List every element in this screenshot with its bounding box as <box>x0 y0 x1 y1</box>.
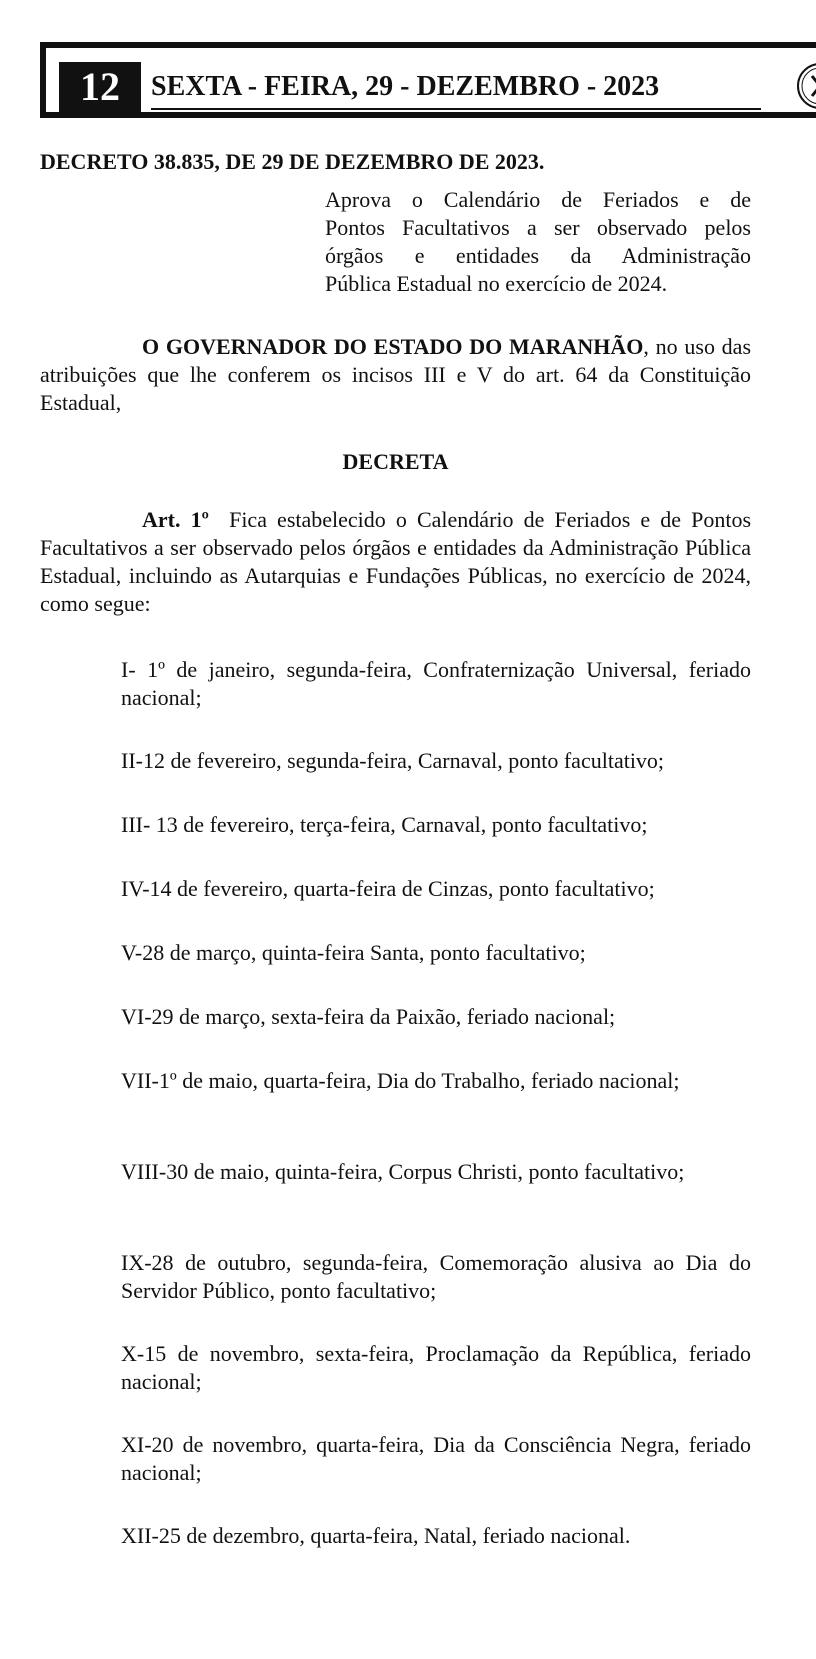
list-item: X-15 de novembro, sexta-feira, Proclamação da República, feriado nacional; <box>121 1341 751 1394</box>
header-inner <box>46 48 816 112</box>
ementa-line: Pontos Facultativos a ser observado pelos <box>325 215 751 240</box>
governor-heading: O GOVERNADOR DO ESTADO DO MARANHÃO <box>142 334 644 359</box>
list-item: IV-14 de fevereiro, quarta-feira de Cinzas, ponto facultativo; <box>121 876 655 901</box>
list-item: I- 1º de janeiro, segunda-feira, Confraternização Universal, feriado nacional; <box>121 657 751 710</box>
intro-paragraph <box>40 333 751 417</box>
list-item: VIII-30 de maio, quinta-feira, Corpus Christi, ponto facultativo; <box>121 1159 685 1184</box>
state-seal-icon <box>796 62 816 110</box>
list-item: VI-29 de março, sexta-feira da Paixão, feriado nacional; <box>121 1004 616 1029</box>
list-item: V-28 de março, quinta-feira Santa, ponto facultativo; <box>121 940 586 965</box>
list-item: IX-28 de outubro, segunda-feira, Comemoração alusiva ao Dia do Servidor Público, ponto facultativo; <box>121 1250 751 1303</box>
decree-ementa <box>325 186 751 298</box>
ementa-line: Aprova o Calendário de Feriados e de <box>325 187 751 212</box>
header-rule <box>151 108 761 110</box>
decree-title: DECRETO 38.835, DE 29 DE DEZEMBRO DE 2023. <box>40 149 545 174</box>
article-text: Fica estabelecido o Calendário de Feriados e de Pontos Facultativos a ser observado pelos órgãos e entidades da Administração Pública Estadual, incluindo as Autarquias e Fundações Públicas, no exercício de 2024, como segue: <box>40 507 752 616</box>
list-item: VII-1º de maio, quarta-feira, Dia do Trabalho, feriado nacional; <box>121 1068 680 1093</box>
list-item: XII-25 de dezembro, quarta-feira, Natal, feriado nacional. <box>121 1523 631 1548</box>
decreta-heading: DECRETA <box>342 449 449 474</box>
list-item: XI-20 de novembro, quarta-feira, Dia da Consciência Negra, feriado nacional; <box>121 1432 751 1485</box>
ementa-line: órgãos e entidades da Administração <box>325 243 751 268</box>
page-number: 12 <box>59 62 141 112</box>
list-item: II-12 de fevereiro, segunda-feira, Carnaval, ponto facultativo; <box>121 748 665 773</box>
article-1 <box>40 506 751 618</box>
article-label: Art. 1º <box>142 507 209 532</box>
ementa-line: Pública Estadual no exercício de 2024. <box>325 271 668 296</box>
list-item: III- 13 de fevereiro, terça-feira, Carnaval, ponto facultativo; <box>121 812 648 837</box>
intro-text: , no uso das atribuições que lhe conferem os incisos III e V do art. 64 da Constituição Estadual, <box>40 334 752 415</box>
header-date: SEXTA - FEIRA, 29 - DEZEMBRO - 2023 <box>151 71 660 102</box>
page-header <box>40 42 816 118</box>
